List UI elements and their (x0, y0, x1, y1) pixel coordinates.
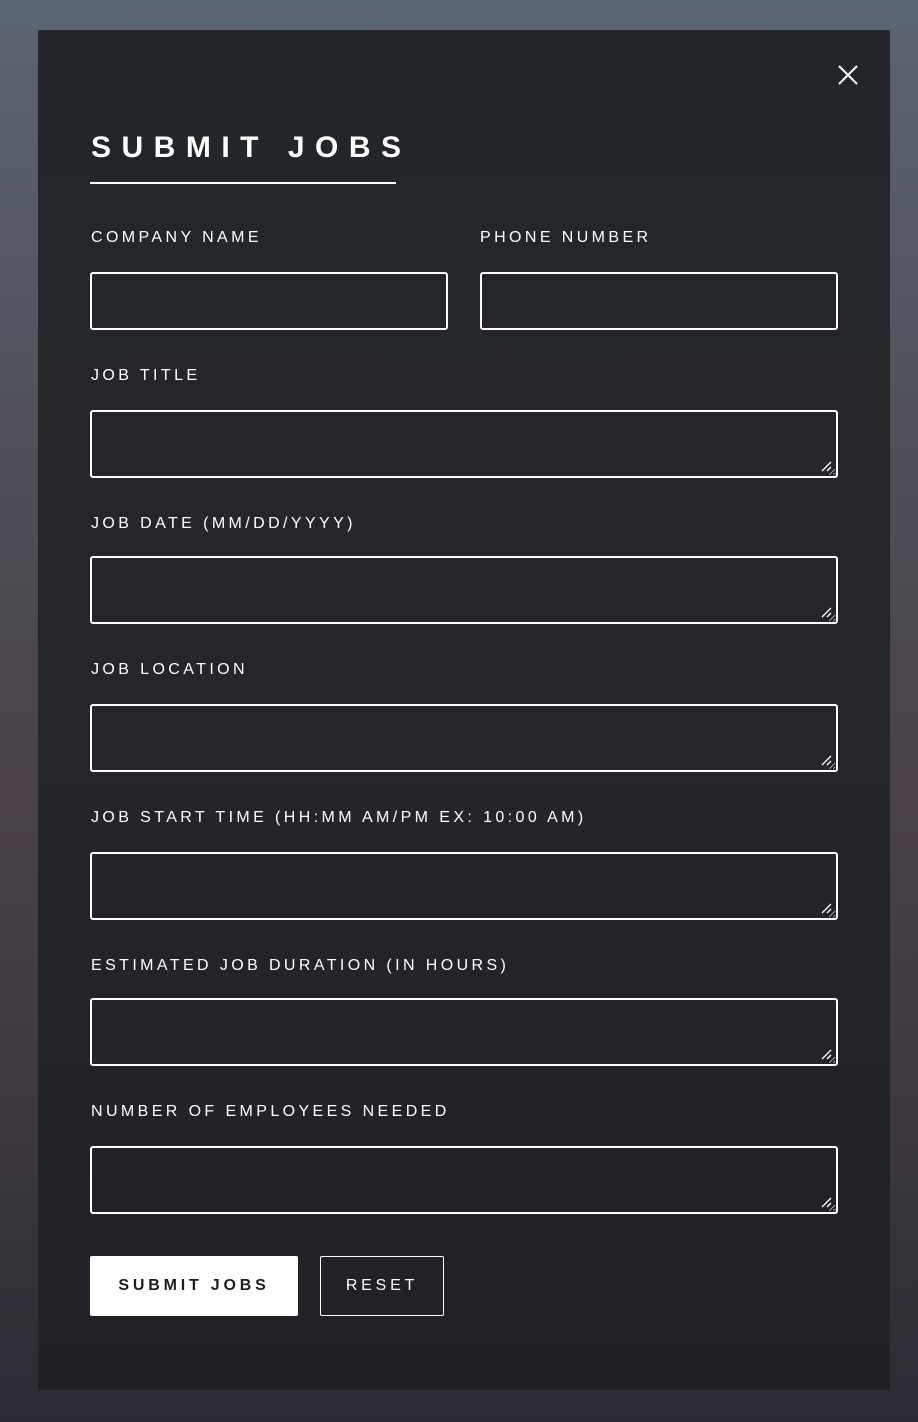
job-title-input[interactable] (90, 410, 838, 478)
modal-title: SUBMIT JOBS (91, 131, 412, 164)
job-location-input[interactable] (90, 704, 838, 772)
job-date-input[interactable] (90, 556, 838, 624)
phone-number-label: PHONE NUMBER (480, 229, 652, 246)
close-icon (837, 64, 859, 86)
job-date-label: JOB DATE (MM/DD/YYYY) (91, 515, 356, 532)
job-start-time-label: JOB START TIME (HH:MM AM/PM EX: 10:00 AM) (91, 809, 587, 826)
submit-jobs-modal (38, 30, 890, 1390)
title-underline (90, 130, 412, 184)
company-name-input[interactable] (90, 272, 448, 330)
job-start-time-input[interactable] (90, 852, 838, 920)
employees-needed-input[interactable] (90, 1146, 838, 1214)
submit-jobs-button[interactable]: SUBMIT JOBS (90, 1256, 298, 1316)
employees-needed-label: NUMBER OF EMPLOYEES NEEDED (91, 1103, 450, 1120)
job-duration-input[interactable] (90, 998, 838, 1066)
reset-button[interactable]: RESET (320, 1256, 444, 1316)
job-duration-label: ESTIMATED JOB DURATION (IN HOURS) (91, 957, 510, 974)
job-title-label: JOB TITLE (91, 367, 201, 384)
company-name-label: COMPANY NAME (91, 229, 262, 246)
job-location-label: JOB LOCATION (91, 661, 248, 678)
phone-number-input[interactable] (480, 272, 838, 330)
close-button[interactable] (837, 64, 859, 86)
